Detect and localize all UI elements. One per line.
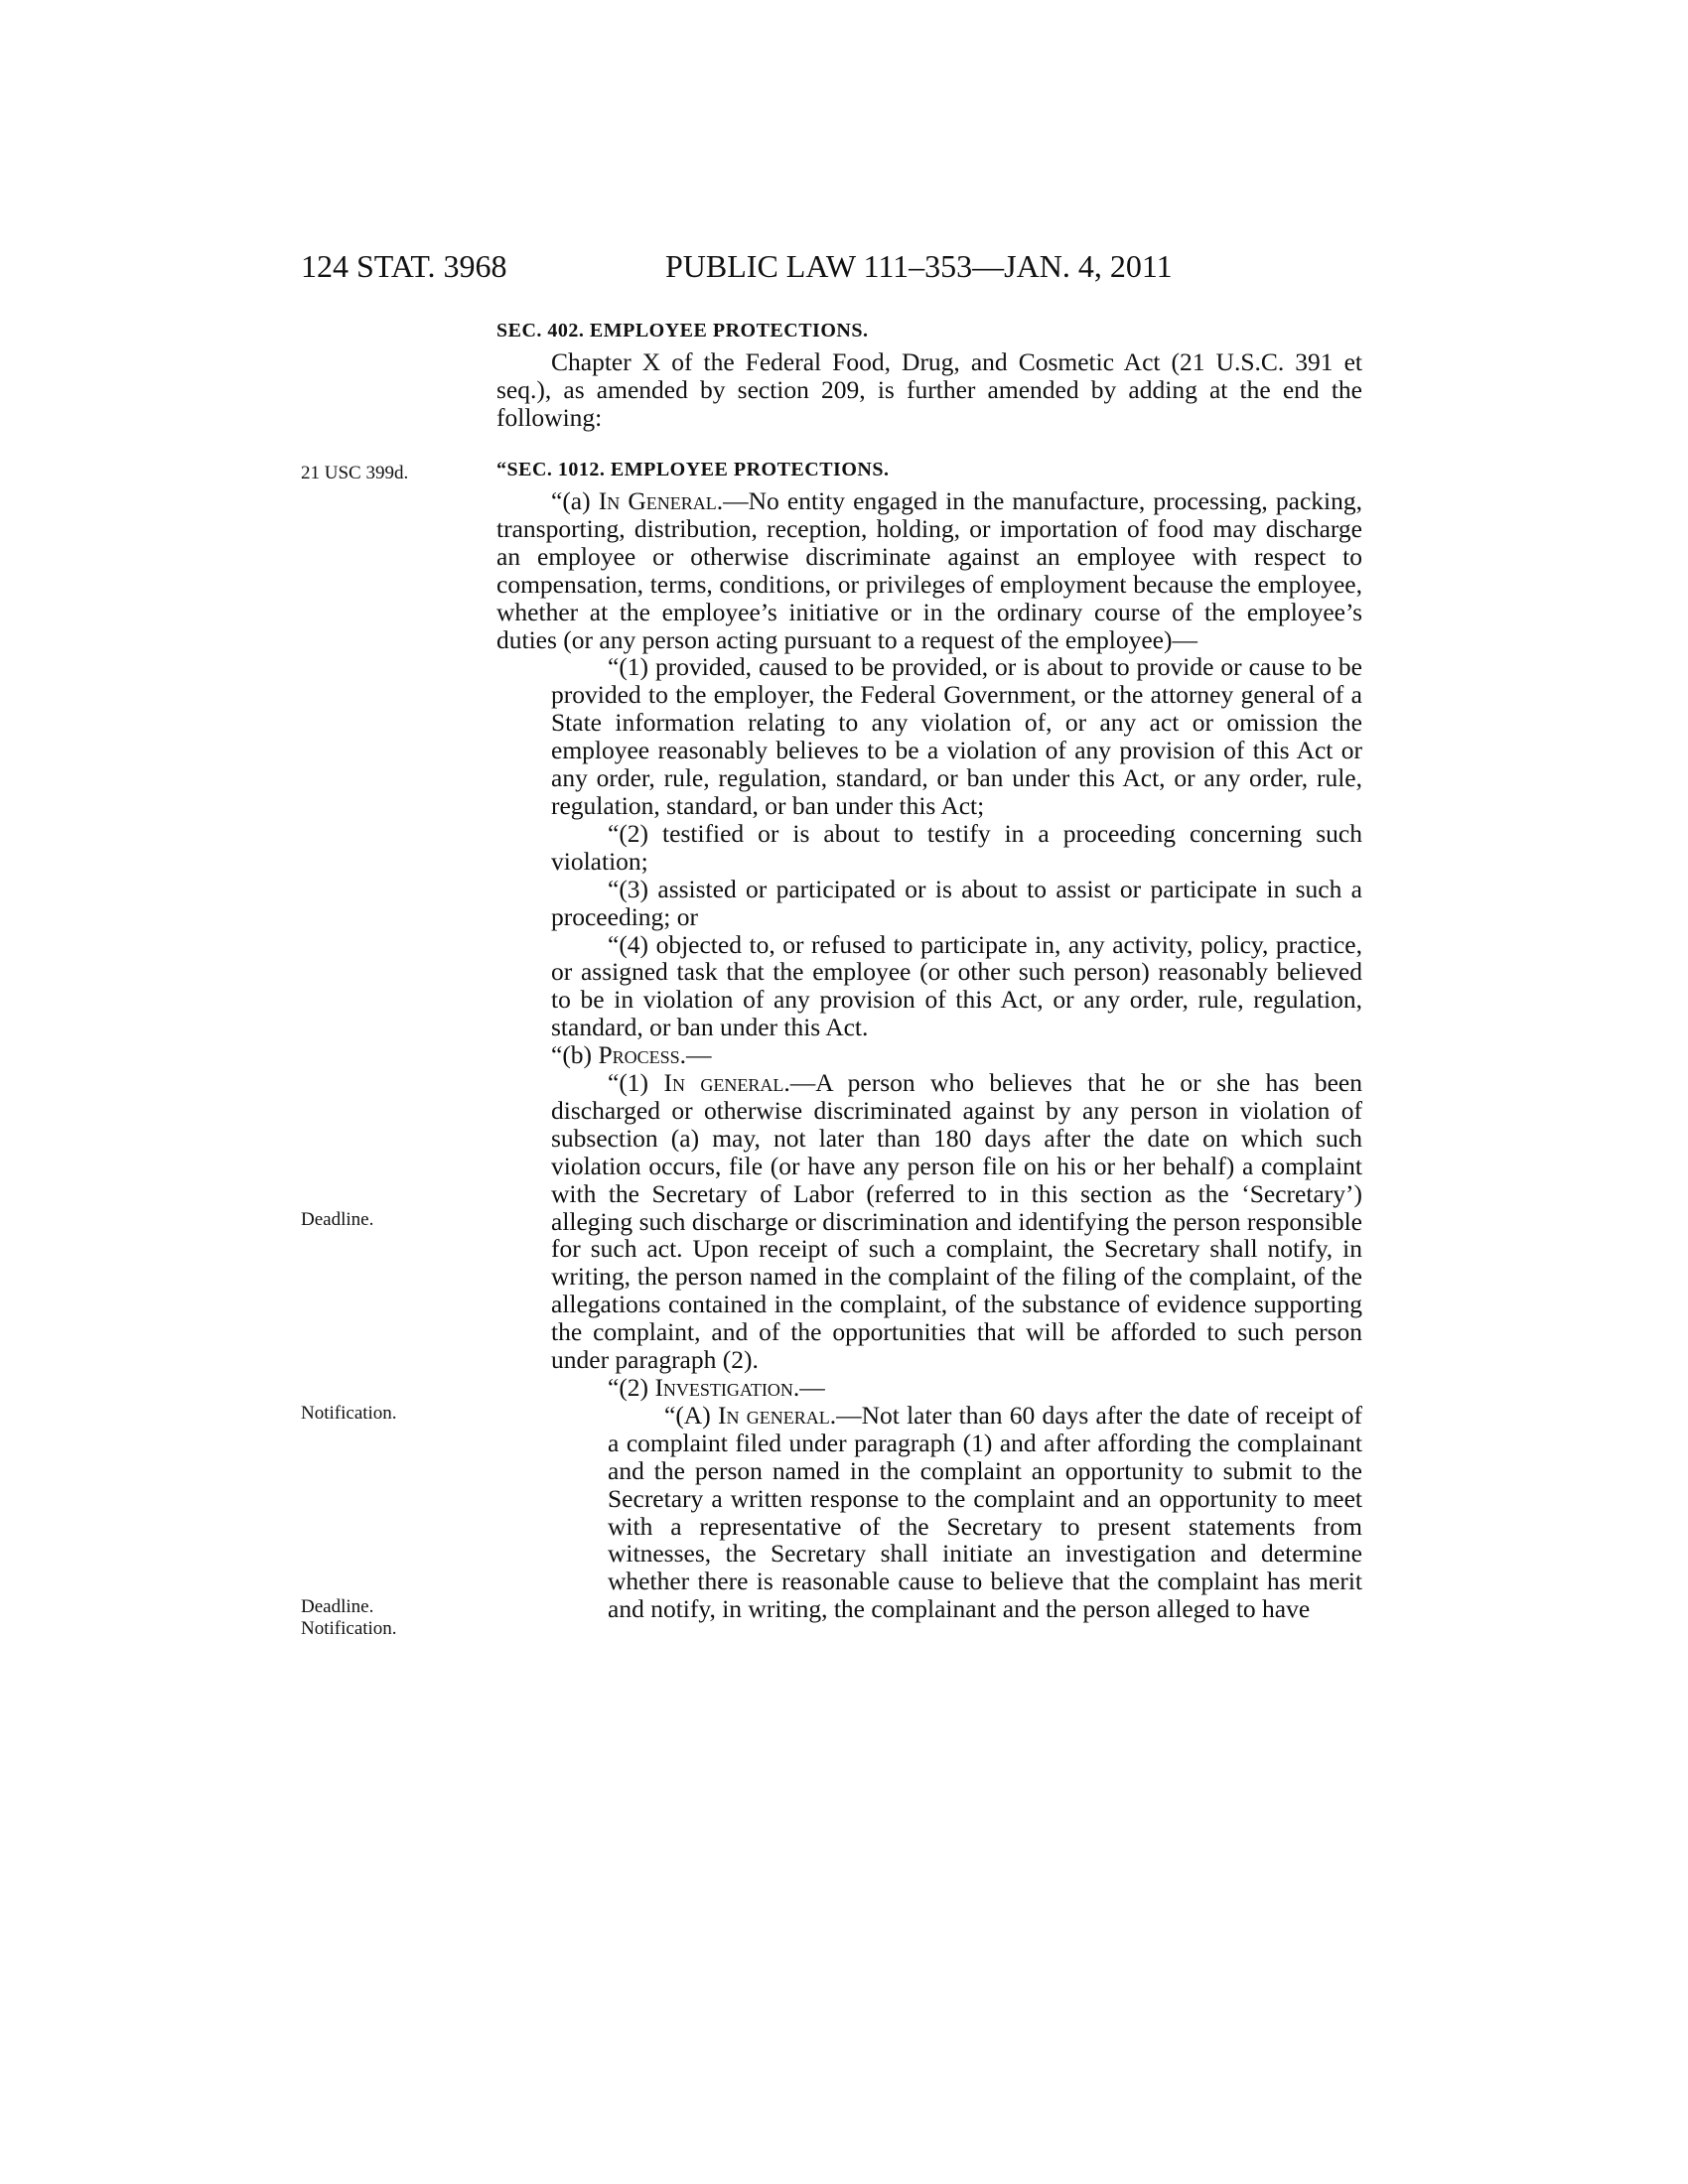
paragraph-a2: “(2) testified or is about to testify in a proceeding concerning such violation; xyxy=(551,818,1362,876)
subparagraph-b2A-heading: In general xyxy=(717,1400,830,1430)
margin-note-notification: Notification. xyxy=(301,1618,397,1639)
subsection-a-number: “(a) xyxy=(551,486,599,515)
running-head: PUBLIC LAW 111–353—JAN. 4, 2011 xyxy=(665,248,1173,284)
paragraph-b1-text: .—A person who believes that he or she has been discharged or otherwise discriminated against by any person in violation of subsection (a) may, not later than 180 days after the date on which such violation occurs, file (or have any person file on his or her behalf) a complaint with the Secretary of Labor (referred to in this section as the ‘Secretary’) alleging such discharge or discrimination and identifying the person responsible for such act. Upon receipt of such a complaint, the Secretary shall notify, in writing, the person named in the complaint of the filing of the complaint, of the allegations contained in the complaint, of the substance of evidence supporting the complaint, and of the opportunities that will be afforded to such person under paragraph (2). xyxy=(551,1068,1362,1375)
subsection-b xyxy=(496,1041,1362,1069)
paragraph-b2-dash: .— xyxy=(792,1373,825,1402)
subsection-b-number: “(b) xyxy=(551,1040,599,1070)
section-402-body xyxy=(496,348,1362,432)
subsection-b-heading: Process xyxy=(598,1040,680,1070)
margin-note-usc: 21 USC 399d. xyxy=(301,463,409,483)
paragraph-a4: “(4) objected to, or refused to participate in, any activity, policy, practice, or assigned task that the employee (or other such person) reasonably believed to be in violation of any provision of this Act, or any order, rule, regulation, standard, or ban under this Act. xyxy=(551,929,1362,1042)
paragraph-a3: “(3) assisted or participated or is about to assist or participate in such a proceeding; or xyxy=(551,874,1362,931)
paragraph-a1: “(1) provided, caused to be provided, or is about to provide or cause to be provided to the employer, the Federal Government, or the attorney general of a State information relating to any violation of, or any act or omission the employee reasonably believes to be a violation of any provision of this Act or any order, rule, regulation, standard, or ban under this Act, or any order, rule, regulation, standard, or ban under this Act; xyxy=(551,652,1362,820)
paragraph-b2-number: “(2) xyxy=(608,1373,655,1402)
paragraph-b1 xyxy=(551,1069,1362,1374)
subsection-a xyxy=(496,487,1362,653)
section-402-heading: SEC. 402. EMPLOYEE PROTECTIONS. xyxy=(496,320,869,341)
subsection-b-dash: .— xyxy=(679,1040,712,1070)
paragraph-b2-heading: Investigation xyxy=(654,1373,793,1402)
margin-note-deadline: Deadline. xyxy=(301,1596,374,1617)
section-1012-heading: “SEC. 1012. EMPLOYEE PROTECTIONS. xyxy=(496,459,890,480)
page-number: 124 STAT. 3968 xyxy=(301,248,507,284)
subparagraph-b2A-text: .—Not later than 60 days after the date of receipt of a complaint filed under paragraph (1) and after affording the complainant and the person named in the complaint an opportunity to submit to the Secretary a written response to the complaint and an opportunity to meet with a representative of the Secretary to present statements from witnesses, the Secretary shall initiate an investigation and determine whether there is reasonable cause to believe that the complaint has merit and notify, in writing, the complainant and the person alleged to have xyxy=(608,1400,1363,1624)
section-402-paragraph: Chapter X of the Federal Food, Drug, and Cosmetic Act (21 U.S.C. 391 et seq.), as amended by section 209, is further amended by adding at the end the following: xyxy=(496,347,1362,432)
paragraph-b1-number: “(1) xyxy=(608,1068,664,1098)
section-1012-body xyxy=(496,487,1362,1623)
subparagraph-b2A xyxy=(608,1402,1362,1623)
margin-note-deadline: Deadline. xyxy=(301,1209,374,1230)
paragraph-b1-heading: In general xyxy=(663,1068,784,1098)
subsection-a-heading: In General xyxy=(598,486,717,515)
margin-note-notification: Notification. xyxy=(301,1403,397,1424)
paragraph-b2 xyxy=(551,1374,1362,1402)
subsection-a-text: .—No entity engaged in the manufacture, processing, packing, transporting, distribution, reception, holding, or importation of food may discharge an employee or otherwise discriminate against an employee with respect to compensation, terms, conditions, or privileges of employment because the employee, whether at the employee’s initiative or in the ordinary course of the employee’s duties (or any person acting pursuant to a request of the employee)— xyxy=(496,486,1362,654)
subparagraph-b2A-number: “(A) xyxy=(664,1400,718,1430)
